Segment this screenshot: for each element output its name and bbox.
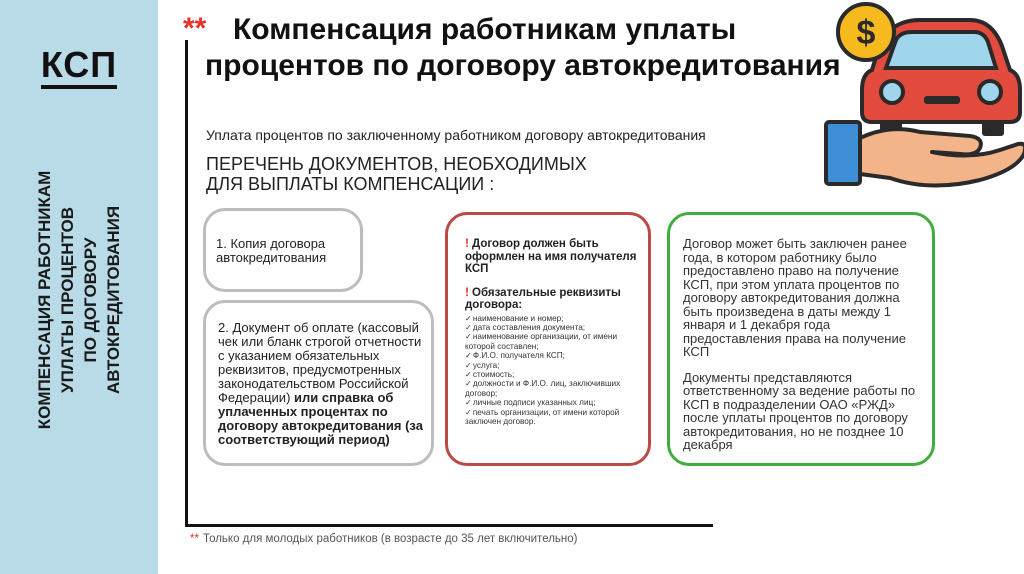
- conditions-card: [667, 212, 935, 466]
- requisites-list: [465, 314, 638, 427]
- list-item: ✓ печать организации, от имени которой заключен договор.: [465, 408, 638, 427]
- palm: [860, 129, 1024, 185]
- list-item: ✓ Ф.И.О. получателя КСП;: [465, 351, 638, 360]
- sidebar-vertical-title: КОМПЕНСАЦИЯ РАБОТНИКАМ УПЛАТЫ ПРОЦЕНТОВ ПО ДОГОВОРУ АВТОКРЕДИТОВАНИЯ: [35, 170, 123, 430]
- sidebar-abbreviation: КСП: [0, 44, 158, 86]
- title-marker: **: [183, 12, 207, 45]
- requirement-heading: ! Договор должен быть оформлен на имя получателя КСП: [465, 236, 637, 275]
- documents-heading: ПЕРЕЧЕНЬ ДОКУМЕНТОВ, НЕОБХОДИМЫХ ДЛЯ ВЫПЛАТЫ КОМПЕНСАЦИИ :: [206, 154, 587, 194]
- conditions-paragraph: Договор может быть заключен ранее года, в котором работнику было предоставлено право на получение КСП, при этом уплата процентов по договору автокредитования должна быть произведена в даты между 1 января и 1 декабря года предоставления права на получение КСП: [683, 236, 907, 359]
- footnote: [190, 533, 578, 545]
- document-card-text-bold: или справка об уплаченных процентах по договору автокредитования (за соответствующий период): [218, 390, 423, 447]
- sidebar: [0, 0, 158, 574]
- sleeve-cuff: [826, 122, 860, 184]
- horizontal-axis-line: [185, 524, 713, 527]
- list-item: ✓ личные подписи указанных лиц;: [465, 398, 638, 407]
- footnote-marker: **: [190, 533, 199, 545]
- list-item: ✓ услуга;: [465, 361, 638, 370]
- document-card-payment: [203, 300, 434, 466]
- car-headlight-right: [979, 81, 1001, 103]
- list-item: ✓ наименование организации, от имени которой составлен;: [465, 332, 638, 351]
- list-item: ✓ дата составления документа;: [465, 323, 638, 332]
- document-card-text: 1. Копия договора автокредитования: [216, 236, 327, 265]
- car-loan-illustration: [820, 0, 1024, 190]
- list-item: ✓ стоимость;: [465, 370, 638, 379]
- document-card-text: 2. Документ об оплате (кассовый чек или бланк строгой отчетности с указанием обязательных реквизитов, предусмотренных законодательством Российской Федерации): [218, 320, 422, 405]
- document-card-contract-copy: [203, 208, 363, 292]
- car-headlight-left: [881, 81, 903, 103]
- submission-paragraph: Документы представляются ответственному за ведение работы по КСП в подразделении ОАО «РЖД» после уплаты процентов по договору автокредитования, но не позднее 10 декабря: [683, 369, 916, 452]
- warning-icon: !: [465, 284, 469, 299]
- dollar-coin-icon: [838, 4, 894, 60]
- car-grille: [924, 96, 960, 104]
- list-item: ✓ должности и Ф.И.О. лиц, заключивших договор;: [465, 379, 638, 398]
- car-wheel: [982, 120, 1004, 136]
- page-title: Компенсация работникам уплаты процентов по договору автокредитования: [205, 13, 841, 82]
- car-windshield: [886, 32, 996, 68]
- requirements-card: [445, 212, 651, 466]
- vertical-axis-line: [185, 40, 188, 527]
- coin-symbol: $: [856, 14, 876, 52]
- list-item: ✓ наименование и номер;: [465, 314, 638, 323]
- warning-icon: !: [465, 236, 469, 250]
- footnote-text: Только для молодых работников (в возрасте до 35 лет включительно): [202, 533, 578, 545]
- page-subtitle: Уплата процентов по заключенному работником договору автокредитования: [206, 127, 706, 143]
- requisites-heading: ! Обязательные реквизиты договора:: [465, 284, 621, 311]
